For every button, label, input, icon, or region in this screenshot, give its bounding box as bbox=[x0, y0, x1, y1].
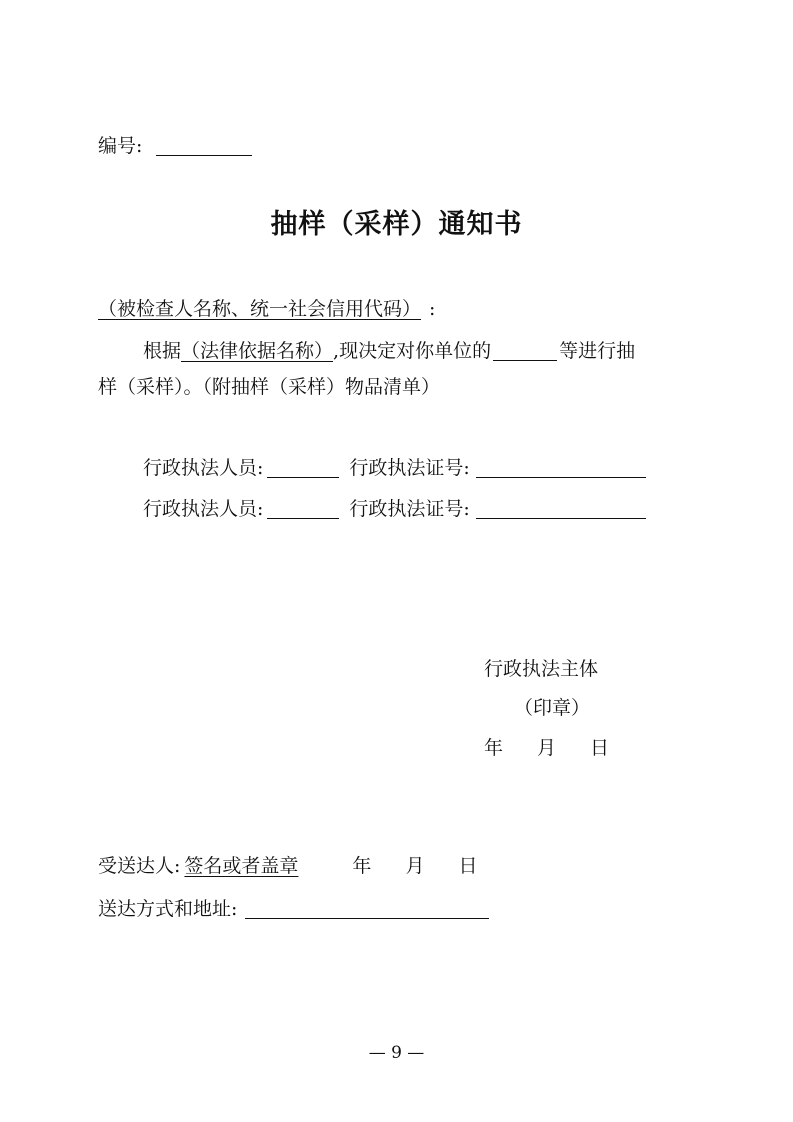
document-number-label: 编号: bbox=[98, 135, 143, 157]
authority-seal: （印章） bbox=[514, 697, 591, 719]
officer-name-blank-1[interactable] bbox=[267, 457, 339, 478]
recipient-signature[interactable]: 签名或者盖章 bbox=[184, 855, 299, 877]
officer-row-2 bbox=[143, 496, 646, 522]
body-middle: ,现决定对你单位的 bbox=[333, 340, 492, 362]
recipient-label: 受送达人: bbox=[98, 855, 181, 877]
cert-label-2: 行政执法证号: bbox=[349, 498, 470, 520]
officer-row-1 bbox=[143, 455, 646, 481]
authority-year: 年 bbox=[484, 737, 504, 759]
addressee-colon: : bbox=[429, 298, 436, 320]
officer-name-blank-2[interactable] bbox=[267, 498, 339, 519]
officer-label-2: 行政执法人员: bbox=[143, 498, 264, 520]
delivery-address-blank[interactable] bbox=[245, 898, 489, 919]
recipient-year: 年 bbox=[352, 855, 372, 877]
legal-basis-placeholder[interactable]: （法律依据名称） bbox=[181, 340, 334, 362]
addressee-placeholder[interactable]: （被检查人名称、统一社会信用代码） bbox=[98, 298, 422, 320]
officer-label-1: 行政执法人员: bbox=[143, 457, 264, 479]
cert-label-1: 行政执法证号: bbox=[349, 457, 470, 479]
cert-number-blank-1[interactable] bbox=[476, 457, 646, 478]
authority-date bbox=[484, 735, 609, 761]
body-prefix: 根据 bbox=[143, 340, 182, 362]
body-line-1 bbox=[143, 338, 635, 364]
page-number: — 9 — bbox=[368, 1043, 425, 1063]
cert-number-blank-2[interactable] bbox=[476, 498, 646, 519]
recipient-month: 月 bbox=[405, 855, 425, 877]
delivery-label: 送达方式和地址: bbox=[98, 898, 238, 920]
document-number-blank[interactable] bbox=[156, 135, 252, 156]
delivery-row bbox=[98, 896, 489, 922]
document-number-row bbox=[98, 133, 252, 159]
addressee-row bbox=[98, 296, 435, 322]
recipient-row bbox=[98, 853, 477, 879]
authority-month: 月 bbox=[537, 737, 557, 759]
authority-name: 行政执法主体 bbox=[484, 658, 599, 680]
document-title: 抽样（采样）通知书 bbox=[270, 209, 523, 240]
body-line-2: 样（采样）。（附抽样（采样）物品清单） bbox=[98, 376, 441, 398]
recipient-day: 日 bbox=[458, 855, 478, 877]
sample-items-blank[interactable] bbox=[493, 340, 557, 361]
body-suffix: 等进行抽 bbox=[559, 340, 636, 362]
authority-day: 日 bbox=[590, 737, 610, 759]
